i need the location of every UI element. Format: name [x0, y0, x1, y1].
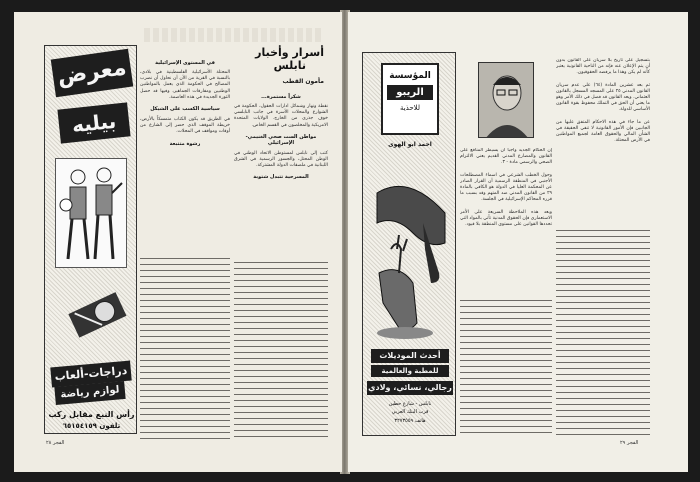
right-paragraph-2: ثم بعد عشرين المادة (٦٤) على عدم سريان القانون المدني ٢٥ على المسجد المسجل بالقانون العثماني. ويعد القانون قد فصل في ذلك الأمر وهو ما يعني أن الحق في التملك محفوظ بقوة القانون الأساسي للدولة.	[556, 82, 650, 113]
pele-advertisement	[44, 45, 137, 434]
ad-phone: هاتف ٣٢٧٣٥٥٩	[394, 418, 426, 424]
right-page-number: الفجر ٢٩	[620, 440, 639, 446]
col2-paragraph-1: المحتلة الأسرائيلية الفلسطينية في بلادي، بالنسبة في القرية من الأن أن نحاول أن نضرب المصالح في الحكومة الذي يعمل بالمواطنين الوطنيين ومفارقات الجماهير، وفيها قد حصل الثورة الجديدة في هذه العاصمة.	[140, 70, 230, 100]
kids-illustration	[55, 158, 127, 268]
article-author: مأمون القطب	[282, 78, 324, 85]
ad-brand-top: معرض	[51, 49, 134, 97]
ad-logo-box	[381, 63, 439, 135]
col3-subheading-3: المسرحية تتبدل شتوبة	[253, 174, 309, 181]
ad-slogan-2: للمطبة والعالمية	[371, 365, 449, 377]
author-photo	[478, 62, 534, 138]
col3-subheading-2: مواطن الست صحي الغنيمي-الإسرائيلي	[245, 133, 317, 146]
ad-phone: تلفون ٦٥١٥٤١٥٩	[62, 422, 121, 430]
right-paragraph-1: بتسجيل على تاريخ بلا سريان على القانون بدون أن يتم الإعلان عنه فإنه من الناحية القانونية يعتبر كأنه لم يكن وهذا ما يرفضه الحقوقيون.	[556, 58, 650, 76]
col3-paragraph-1: نقطة ونهار وشمائل ادارات الحقول، الحكومة في الشوارع والمحلات الأسرة في جانب النابلسي خوف جذري من الخارج. الولايات المتحدة الامريكية والمخلصون في القسم الخاص.	[234, 104, 328, 128]
ad-slogan-3: رجالي، نسائي، ولادي	[367, 381, 453, 395]
col2-subheading-2: رشوة متتبعة	[169, 140, 201, 147]
col3-subheading-1: شكراً مستمرة...	[261, 94, 301, 100]
left-page-number: الفجر ٢٨	[46, 440, 65, 446]
col2-subheading: سياسية الكسب على الشيكل	[150, 106, 220, 113]
ad-address-1: نابلس - شارع حطين	[388, 401, 432, 407]
right-column-outer	[556, 58, 650, 438]
mid-paragraph-2: وحول الخطب الشرعي في اسماء المصطلحات الأجنبي في المنطقة الرسمية أن القرار الصادر عن المحكمة العليا في الدولة هو الكافي بالمادة ٢٩ من القانون المدني ضد المتهم وقد بسبب ما قرره المحاكم الإسرائيلية في الجلسة.	[460, 172, 552, 203]
bleed-through-header	[144, 28, 324, 42]
right-page	[348, 12, 688, 472]
ad-owner: احمد ابو الهوى	[388, 141, 432, 148]
ad-tagline-1: دراجات-ألعاب	[50, 361, 131, 388]
ad-brand-small: المؤسسة	[389, 71, 431, 81]
article-title	[234, 46, 324, 72]
raybo-advertisement	[362, 52, 456, 436]
ad-address: رأس النبع مقابل ركب	[48, 410, 135, 419]
mid-paragraph-1: إن الحكام الجديد واجباً أن يسيطر المنافع على القانون والمضارع المدني القديم يعني الالتزام الصحي والرسمي مادة - ٣.	[460, 148, 552, 166]
sports-equipment-illustration	[67, 284, 127, 344]
col3-paragraph-2: كتب إلى نابلس لمستوطن الاتحاد الوطني في الوطن المحتل، والجسور الرسمية في الشرق اللبنانية في ملصقات الدولة المشتركة.	[234, 150, 328, 169]
ad-brand-sub: للاحذية	[399, 104, 420, 112]
shoes-illustration	[369, 153, 451, 343]
ad-brand-name: بيليه	[57, 102, 130, 143]
ad-slogan-1: أحدث الموديلات	[371, 349, 449, 363]
col2-paragraph-2: في الطريق قد يكون الكتاب متمسكاً بالأرض، خريطة الموقف الذي حضر إلى الشارع من أوقات ومواقف في المحلات.	[140, 117, 230, 135]
article-title-line2: نابلس	[273, 59, 306, 72]
left-column-2	[140, 56, 230, 440]
article-title-line1: أسرار وأخبار	[255, 46, 324, 59]
right-column-middle	[460, 148, 552, 438]
ad-address-2: قرب البنك العربي	[391, 409, 429, 415]
right-paragraph-3: عن ما جاء في هذه الاحكام المتفق عليها من الجانبين فإن الأمور القانونية لا تنفي الحقيقة في الشأن المالي والحقوق العامة لجميع المواطنين في الأرض المحتلة.	[556, 119, 650, 144]
left-column-3	[234, 90, 328, 440]
mid-paragraph-3: وبعد هذه الملاحظة السريعة على الأمر الاستعماري فإن الحقوق المدنية تأتي بالمواد التي تحددها القوانين على مستوى المنطقة بلا قيود.	[460, 209, 552, 228]
ad-brand: الريبو	[387, 85, 433, 100]
col2-heading: في المستوى الإسرائيلية	[155, 60, 215, 66]
ad-tagline-2: لوازم رياضة	[54, 381, 125, 405]
left-page	[14, 12, 342, 472]
